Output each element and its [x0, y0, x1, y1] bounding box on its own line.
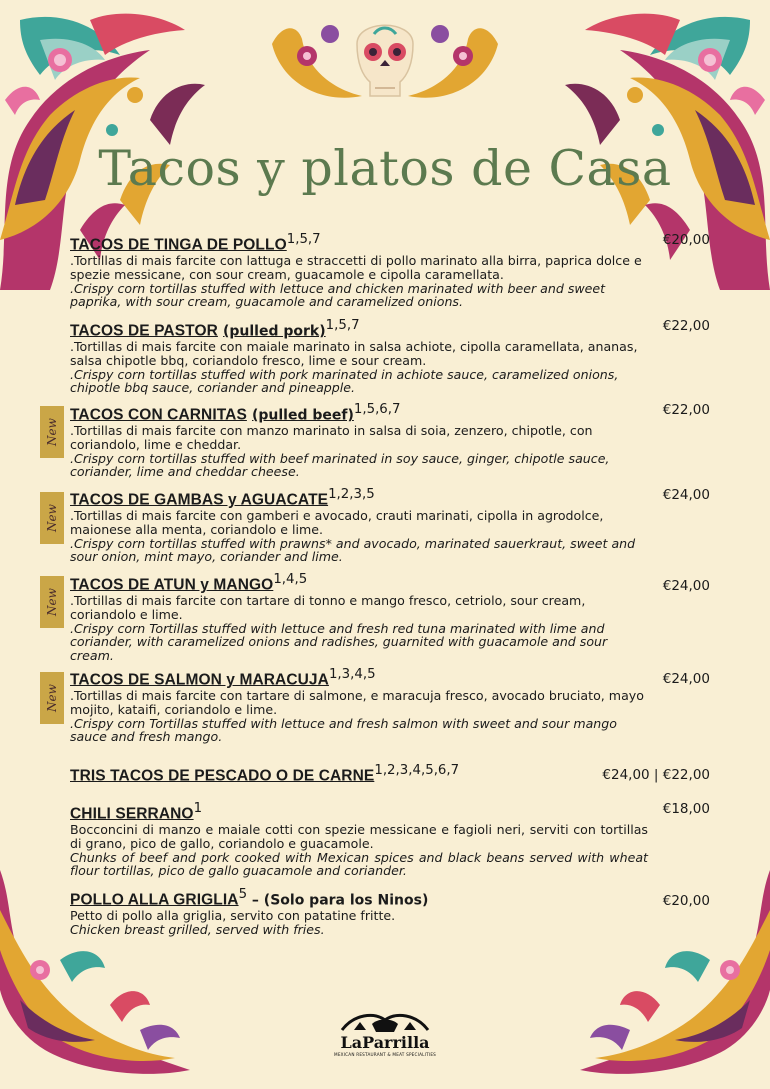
item-name: POLLO ALLA GRIGLIA: [70, 891, 239, 909]
item-price: €24,00: [662, 487, 710, 503]
item-allergens: 1,2,3,4,5,6,7: [374, 763, 460, 778]
menu-item: [70, 402, 710, 479]
item-allergens: 1,5,6,7: [353, 402, 401, 417]
item-header: [70, 232, 710, 254]
sugar-skull-ornament: [262, 4, 508, 112]
logo-name: LaParrilla: [340, 1033, 430, 1052]
page-title: Tacos y platos de Casa: [98, 140, 672, 197]
item-allergens: 5: [238, 887, 248, 902]
item-name-suffix: – (Solo para los Ninos): [247, 892, 429, 909]
item-description-italian: .Tortillas di mais farcite con tartare di tonno e mango fresco, cetriolo, sour cream, coriandolo e lime.: [70, 593, 586, 622]
item-name: CHILI SERRANO: [70, 805, 194, 823]
new-badge: New: [40, 576, 64, 628]
item-description-italian: .Tortillas di mais farcite con maiale marinato in salsa achiote, cipolla caramellata, ananas, salsa chipotle bbq, coriandolo fresco, lime e sour cream.: [70, 339, 638, 368]
item-allergens: 1,3,4,5: [328, 667, 376, 682]
item-name: TACOS DE ATUN y MANGO: [70, 576, 274, 594]
item-header: [70, 318, 710, 340]
item-description-italian: .Tortillas di mais farcite con tartare di salmone, e maracuja fresco, avocado bruciato, mayo mojito, kataifi, coriandolo e lime.: [70, 688, 644, 717]
item-price: €24,00 | €22,00: [602, 767, 710, 783]
item-price: €24,00: [662, 578, 710, 594]
item-description-english: Chunks of beef and pork cooked with Mexican spices and black beans served with wheat flour tortillas, pico de gallo guacamole and coriander.: [70, 849, 648, 879]
item-description-english: Chicken breast grilled, served with fries.: [70, 921, 325, 937]
item-header: [70, 572, 710, 594]
new-badge: New: [40, 492, 64, 544]
item-description-italian: Petto di pollo alla griglia, servito con patatine fritte.: [70, 908, 396, 924]
item-description-italian: Bocconcini di manzo e maiale cotti con spezie messicane e fagioli neri, serviti con tortillas di grano, pico de gallo, coriandolo e guacamole.: [70, 822, 648, 851]
item-header: [70, 887, 710, 909]
item-name: TRIS TACOS DE PESCADO O DE CARNE: [70, 767, 375, 785]
item-name: TACOS DE TINGA DE POLLO: [70, 236, 287, 254]
item-description-english: .Crispy corn tortillas stuffed with prawns* and avocado, marinated sauerkraut, sweet and sour onion, mint mayo, coriander and lime.: [70, 535, 636, 565]
item-description-english: .Crispy corn tortillas stuffed with beef marinated in soy sauce, ginger, chipotle sauce, coriander, lime and cheddar cheese.: [70, 450, 610, 480]
item-name-extra: (pulled beef): [251, 407, 354, 424]
menu-item: [70, 572, 710, 662]
restaurant-logo: [334, 1010, 436, 1068]
item-description-italian: .Tortillas di mais farcite con lattuga e straccetti di pollo marinato alla birra, paprica dolce e spezie messicane, con sour cream, guacamole e cipolla caramellata.: [70, 253, 642, 282]
item-description-english: .Crispy corn Tortillas stuffed with lettuce and fresh red tuna marinated with lime and coriander, with caramelized onions and radishes, guarnited with guacamole and sour cream.: [70, 620, 608, 663]
item-description-english: .Crispy corn tortillas stuffed with lettuce and chicken marinated with beer and sweet paprika, with sour cream, guacamole and caramelized onions.: [70, 280, 606, 310]
menu-item: [70, 487, 710, 564]
item-name: TACOS CON CARNITAS: [70, 406, 247, 424]
item-description-english: .Crispy corn tortillas stuffed with pork marinated in achiote sauce, caramelized onions, chipotle bbq sauce, coriander and pineapple.: [70, 366, 619, 396]
menu-item: [70, 232, 710, 309]
item-price: €20,00: [662, 893, 710, 909]
item-name: TACOS DE SALMON y MARACUJA: [70, 671, 329, 689]
item-header: [70, 667, 710, 689]
item-description-italian: .Tortillas di mais farcite con gamberi e avocado, crauti marinati, cipolla in agrodolce, maionese alla menta, coriandolo e lime.: [70, 508, 604, 537]
item-allergens: 1,5,7: [325, 318, 360, 333]
menu-item: [70, 667, 710, 744]
item-price: €20,00: [662, 232, 710, 248]
menu-item: [70, 318, 710, 395]
item-header: [70, 801, 710, 823]
item-price: €22,00: [662, 318, 710, 334]
item-allergens: 1,2,3,5: [328, 487, 375, 502]
item-allergens: 1,4,5: [273, 572, 308, 587]
new-badge: New: [40, 672, 64, 724]
item-allergens: 1: [193, 801, 203, 816]
item-price: €22,00: [662, 402, 710, 418]
menu-item: [70, 763, 710, 785]
item-allergens: 1,5,7: [286, 232, 321, 247]
item-name-extra: (pulled pork): [223, 323, 326, 340]
new-badge: New: [40, 406, 64, 458]
item-name: TACOS DE GAMBAS y AGUACATE: [70, 491, 329, 509]
item-description-italian: .Tortillas di mais farcite con manzo marinato in salsa di soia, zenzero, chipotle, con coriandolo, lime e cheddar.: [70, 423, 593, 452]
item-price: €24,00: [662, 671, 710, 687]
item-name: TACOS DE PASTOR: [70, 322, 218, 340]
item-price: €18,00: [662, 801, 710, 817]
item-header: [70, 402, 710, 424]
menu-item: [70, 887, 710, 937]
logo-tagline: MEXICAN RESTAURANT & MEAT SPECIALITIES: [334, 1052, 437, 1057]
item-header: [70, 763, 710, 785]
logo-emblem-icon: [334, 1010, 436, 1036]
item-description-english: .Crispy corn Tortillas stuffed with lettuce and fresh salmon with sweet and sour mango sauce and fresh mango.: [70, 715, 617, 745]
item-header: [70, 487, 710, 509]
menu-item: [70, 801, 710, 878]
